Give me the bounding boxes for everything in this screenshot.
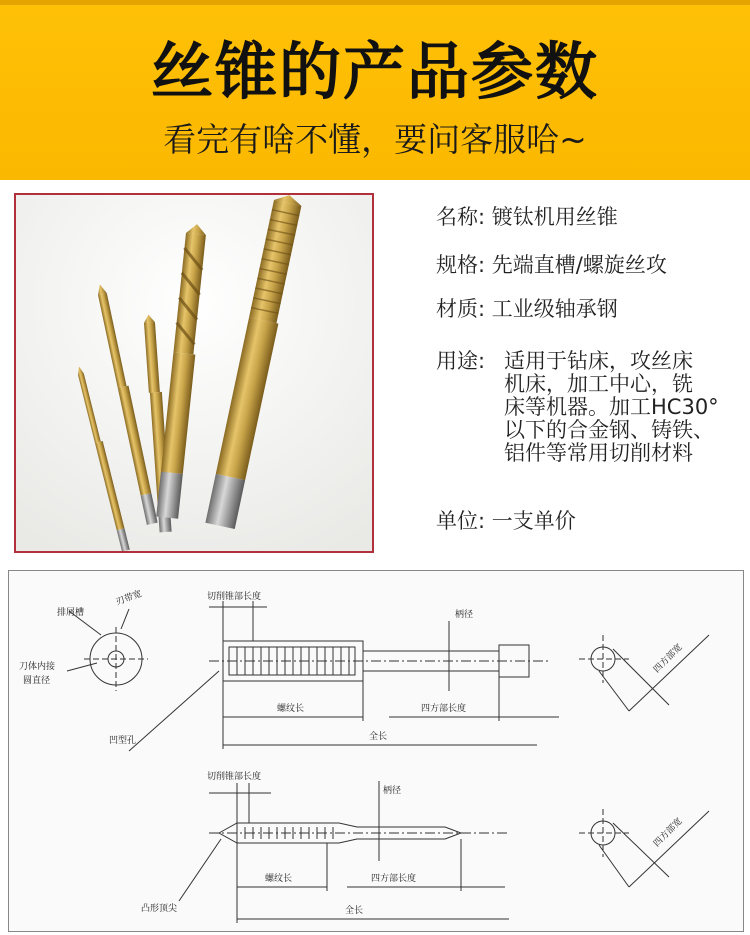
square-width-label-1: 四方部宽 xyxy=(652,642,685,676)
spec-usage-label: 用途: xyxy=(436,349,486,373)
spec-name-label: 名称: xyxy=(436,205,486,229)
usage-line: 机床，加工中心，铣 xyxy=(504,372,693,396)
usage-line: 适用于钻床，攻丝床 xyxy=(504,349,693,373)
square-width-label-2: 四方部宽 xyxy=(652,816,685,850)
spec-material-value: 工业级轴承钢 xyxy=(491,297,618,321)
spec-unit-label: 单位: xyxy=(436,509,486,533)
spec-name-value: 镀钛机用丝锥 xyxy=(491,205,618,229)
spec-type xyxy=(436,254,667,277)
spec-unit-value: 一支单价 xyxy=(491,509,576,533)
land-width-label: 刃带宽 xyxy=(114,589,144,608)
inner-circle-label-1: 刀体内接 xyxy=(19,662,56,672)
chamfer-length-label-1: 切削锥部长度 xyxy=(207,592,262,602)
shank-dia-label-2: 柄径 xyxy=(383,786,402,796)
total-length-label-1: 全长 xyxy=(369,732,388,742)
spec-name xyxy=(436,206,618,229)
spec-unit xyxy=(436,510,576,533)
square-length-label-1: 四方部长度 xyxy=(421,704,467,714)
square-length-label-2: 四方部长度 xyxy=(371,874,417,884)
spec-type-label: 规格: xyxy=(436,253,486,277)
page-title: 丝锥的产品参数 xyxy=(150,35,599,108)
spec-usage xyxy=(436,350,746,470)
tap-dimension-diagram xyxy=(8,570,744,932)
spec-type-value: 先端直槽/螺旋丝攻 xyxy=(491,253,667,277)
convex-tip-label: 凸形顶尖 xyxy=(141,904,178,914)
chamfer-length-label-2: 切削锥部长度 xyxy=(207,772,262,782)
inner-circle-label-2: 圆直径 xyxy=(23,676,51,686)
shank-dia-label-1: 柄径 xyxy=(455,610,474,620)
taps-illustration xyxy=(16,195,372,551)
spec-material xyxy=(436,298,618,321)
thread-length-label-1: 螺纹长 xyxy=(277,704,305,714)
usage-line: 床等机器。加工HC30° xyxy=(504,395,719,419)
product-photo xyxy=(14,193,374,553)
usage-line: 以下的合金钢、铸铁、 xyxy=(504,418,714,442)
page-subtitle: 看完有啥不懂，要问客服哈~ xyxy=(163,120,587,159)
concave-hole-label: 凹型孔 xyxy=(109,736,137,746)
banner-top-stripe xyxy=(0,0,750,5)
total-length-label-2: 全长 xyxy=(345,906,364,916)
spec-material-label: 材质: xyxy=(436,297,486,321)
technical-drawing xyxy=(9,571,743,931)
usage-line: 铝件等常用切削材料 xyxy=(504,441,693,465)
spec-usage-value xyxy=(504,350,744,465)
flute-label: 排屑槽 xyxy=(57,608,85,618)
header-banner xyxy=(0,0,750,180)
thread-length-label-2: 螺纹长 xyxy=(265,874,293,884)
